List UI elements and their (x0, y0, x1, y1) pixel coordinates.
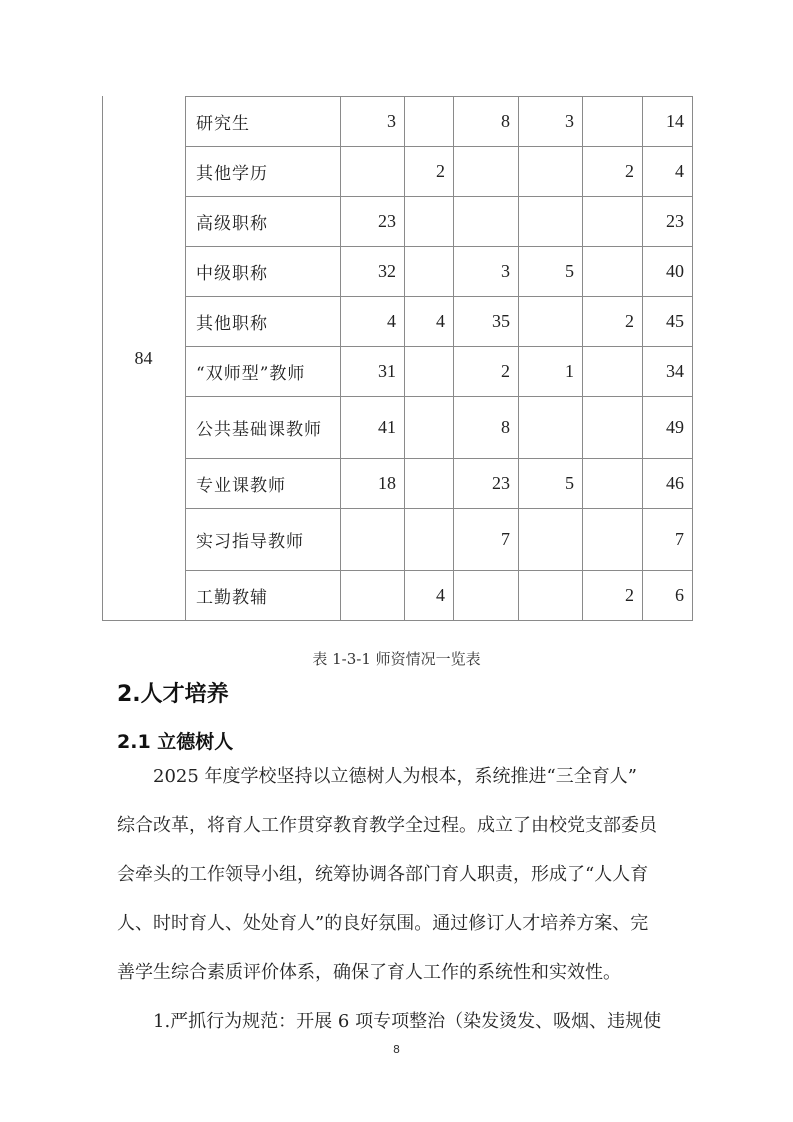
table-cell (405, 246, 453, 296)
table-cell: 8 (501, 110, 510, 131)
table-cell (583, 246, 642, 296)
table-cell (519, 396, 582, 458)
section-heading: 2.人才培养 (117, 682, 229, 707)
table-cell (519, 146, 582, 196)
table-cell: 6 (675, 584, 684, 605)
row-label: 工勤教辅 (196, 587, 268, 608)
table-cell: 18 (378, 472, 396, 493)
table-cell (454, 570, 518, 620)
table-cell (405, 96, 453, 146)
table-cell: 2 (436, 160, 445, 181)
paragraph-line: 2025 年度学校坚持以立德树人为根本，系统推进“三全育人” (153, 766, 637, 787)
table-cell: 4 (675, 160, 684, 181)
table-cell: 45 (666, 310, 684, 331)
row-label: 公共基础课教师 (196, 419, 322, 440)
table-cell (405, 396, 453, 458)
table-cell: 7 (501, 528, 510, 549)
row-label: 中级职称 (196, 263, 268, 284)
row-label: 高级职称 (196, 213, 268, 234)
table-cell (341, 508, 404, 570)
group-cell: 84 (134, 347, 153, 368)
table-vline (102, 96, 103, 620)
table-cell: 41 (378, 416, 396, 437)
table-cell: 3 (565, 110, 574, 131)
section-subheading: 2.1 立德树人 (117, 731, 234, 753)
table-cell (519, 296, 582, 346)
table-cell (454, 196, 518, 246)
page-number: 8 (393, 1043, 400, 1056)
table-cell: 3 (387, 110, 396, 131)
table-cell: 23 (666, 210, 684, 231)
table-cell (583, 96, 642, 146)
table-hline (102, 620, 693, 621)
table-cell: 2 (501, 360, 510, 381)
table-cell (583, 346, 642, 396)
table-cell (583, 396, 642, 458)
table-cell (405, 508, 453, 570)
table-cell: 34 (666, 360, 684, 381)
table-cell: 32 (378, 260, 396, 281)
list-item: 1.严抓行为规范：开展 6 项专项整治（染发烫发、吸烟、违规使 (153, 1011, 662, 1032)
table-cell: 49 (666, 416, 684, 437)
paragraph-line: 善学生综合素质评价体系，确保了育人工作的系统性和实效性。 (117, 962, 621, 983)
table-caption: 表 1-3-1 师资情况一览表 (312, 650, 481, 668)
table-cell: 5 (565, 472, 574, 493)
table-cell (519, 570, 582, 620)
row-label: 其他学历 (196, 163, 268, 184)
table-cell: 4 (387, 310, 396, 331)
paragraph-line: 会牵头的工作领导小组，统筹协调各部门育人职责，形成了“人人育 (117, 864, 649, 885)
table-cell (519, 508, 582, 570)
table-cell: 35 (492, 310, 510, 331)
table-cell: 4 (436, 584, 445, 605)
row-label: 其他职称 (196, 313, 268, 334)
paragraph-line: 综合改革，将育人工作贯穿教育教学全过程。成立了由校党支部委员 (117, 815, 657, 836)
table-cell (405, 458, 453, 508)
table-cell (405, 196, 453, 246)
table-cell (583, 196, 642, 246)
table-cell: 1 (565, 360, 574, 381)
table-cell: 46 (666, 472, 684, 493)
table-cell: 2 (625, 584, 634, 605)
table-vline (692, 96, 693, 620)
table-cell: 5 (565, 260, 574, 281)
table-cell (341, 570, 404, 620)
table-cell: 14 (666, 110, 684, 131)
row-label: 研究生 (196, 113, 250, 134)
table-cell (583, 508, 642, 570)
table-cell: 4 (436, 310, 445, 331)
table-cell (405, 346, 453, 396)
table-cell: 23 (492, 472, 510, 493)
table-cell: 2 (625, 310, 634, 331)
table-cell (341, 146, 404, 196)
row-label: “双师型”教师 (196, 363, 306, 384)
table-cell (519, 196, 582, 246)
table-cell: 40 (666, 260, 684, 281)
table-cell: 31 (378, 360, 396, 381)
paragraph-line: 人、时时育人、处处育人”的良好氛围。通过修订人才培养方案、完 (117, 913, 649, 934)
table-cell: 8 (501, 416, 510, 437)
table-cell (454, 146, 518, 196)
row-label: 实习指导教师 (196, 531, 304, 552)
table-cell: 2 (625, 160, 634, 181)
table-cell: 23 (378, 210, 396, 231)
row-label: 专业课教师 (196, 475, 286, 496)
paragraph (117, 752, 677, 1046)
table-cell (583, 458, 642, 508)
table-cell: 3 (501, 260, 510, 281)
staff-table (102, 96, 692, 620)
table-cell: 7 (675, 528, 684, 549)
